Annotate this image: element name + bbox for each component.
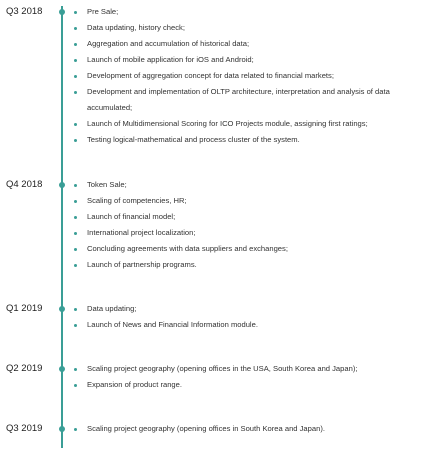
list-item-text: International project localization;: [87, 228, 196, 237]
list-item-text: Launch of Multidimensional Scoring for ICO Projects module, assigning first ratings;: [87, 119, 368, 128]
roadmap-list: [73, 421, 433, 437]
list-item: [73, 257, 433, 273]
list-item: [73, 241, 433, 257]
list-item-text: Development and implementation of OLTP architecture, interpretation and analysis of data accumulated;: [87, 87, 390, 112]
list-item-text: Concluding agreements with data suppliers and exchanges;: [87, 244, 288, 253]
timeline-dot-icon: [59, 366, 65, 372]
list-item: [73, 4, 433, 20]
list-item-text: Data updating, history check;: [87, 23, 185, 32]
list-item: [73, 377, 433, 393]
list-item: [73, 421, 433, 437]
quarter-label: Q2 2019: [6, 363, 43, 374]
bullet-icon: [74, 384, 77, 387]
list-item-text: Development of aggregation concept for data related to financial markets;: [87, 71, 334, 80]
list-item-text: Data updating;: [87, 304, 137, 313]
roadmap-list: [73, 177, 433, 273]
timeline-dot-icon: [59, 426, 65, 432]
quarter-label: Q3 2019: [6, 423, 43, 434]
bullet-icon: [74, 264, 77, 267]
bullet-icon: [74, 91, 77, 94]
timeline-dot-icon: [59, 182, 65, 188]
list-item-text: Testing logical-mathematical and process cluster of the system.: [87, 135, 300, 144]
list-item-text: Pre Sale;: [87, 7, 119, 16]
timeline-line: [61, 6, 63, 448]
list-item: [73, 84, 433, 116]
list-item-text: Launch of News and Financial Information module.: [87, 320, 258, 329]
timeline-dot-icon: [59, 306, 65, 312]
list-item: [73, 193, 433, 209]
list-item: [73, 20, 433, 36]
bullet-icon: [74, 324, 77, 327]
bullet-icon: [74, 27, 77, 30]
bullet-icon: [74, 232, 77, 235]
list-item-text: Launch of partnership programs.: [87, 260, 197, 269]
list-item: [73, 225, 433, 241]
list-item: [73, 317, 433, 333]
list-item: [73, 301, 433, 317]
list-item-text: Scaling of competencies, HR;: [87, 196, 187, 205]
quarter-label: Q3 2018: [6, 6, 43, 17]
list-item-text: Scaling project geography (opening offices in the USA, South Korea and Japan);: [87, 364, 358, 373]
quarter-label: Q1 2019: [6, 303, 43, 314]
bullet-icon: [74, 308, 77, 311]
roadmap-list: [73, 301, 433, 333]
list-item: [73, 177, 433, 193]
bullet-icon: [74, 184, 77, 187]
list-item-text: Aggregation and accumulation of historical data;: [87, 39, 250, 48]
bullet-icon: [74, 139, 77, 142]
bullet-icon: [74, 59, 77, 62]
list-item: [73, 68, 433, 84]
bullet-icon: [74, 123, 77, 126]
roadmap-list: [73, 361, 433, 393]
list-item: [73, 209, 433, 225]
list-item-text: Expansion of product range.: [87, 380, 182, 389]
bullet-icon: [74, 11, 77, 14]
list-item-text: Scaling project geography (opening offices in South Korea and Japan).: [87, 424, 325, 433]
bullet-icon: [74, 368, 77, 371]
bullet-icon: [74, 428, 77, 431]
bullet-icon: [74, 216, 77, 219]
list-item: [73, 132, 433, 148]
list-item: [73, 361, 433, 377]
bullet-icon: [74, 200, 77, 203]
roadmap-list: [73, 4, 433, 148]
list-item-text: Launch of financial model;: [87, 212, 176, 221]
bullet-icon: [74, 75, 77, 78]
timeline-dot-icon: [59, 9, 65, 15]
list-item: [73, 116, 433, 132]
list-item-text: Token Sale;: [87, 180, 127, 189]
list-item-text: Launch of mobile application for iOS and Android;: [87, 55, 254, 64]
quarter-label: Q4 2018: [6, 179, 43, 190]
bullet-icon: [74, 43, 77, 46]
bullet-icon: [74, 248, 77, 251]
list-item: [73, 52, 433, 68]
list-item: [73, 36, 433, 52]
